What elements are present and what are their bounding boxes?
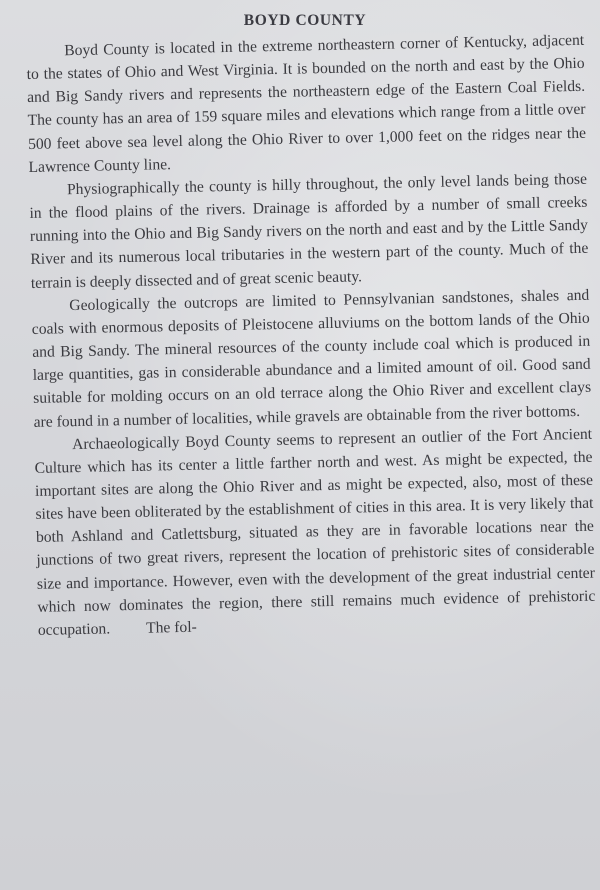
body-text	[26, 29, 596, 642]
continuation-text: The fol-	[145, 618, 197, 637]
paragraph-archaeology	[34, 422, 596, 642]
paragraph-physiography: Physiographically the county is hilly throughout, the only level lands being those in the flood plains of the rivers. Drainage is afforded by a number of small creeks running into the Ohio and Big Sandy rivers on the north and east and by the Little Sandy River and its numerous local tributaries in the western part of the county. Much of the terrain is deeply dissected and of great scenic beauty.	[29, 170, 589, 292]
line-gap	[110, 633, 146, 634]
paragraph-geology: Geologically the outcrops are limited to Pennsylvanian sandstones, shales and coals with enormous deposits of Pleistocene alluviums on the bottom lands of the Ohio and Big Sandy. The mineral resources of the county include coal which is produced in large quantities, gas in considerable abundance and a limited amount of oil. Good sand suitable for molding occurs on an old terrace along the Ohio River and excellent clays are found in a number of localities, while gravels are obtainable from the river bottoms.	[31, 286, 592, 431]
paragraph-location: Boyd County is located in the extreme northeastern corner of Kentucky, adjacent to the states of Ohio and West Virginia. It is bounded on the north and east by the Ohio and Big Sandy rivers and represents the northeastern edge of the Eastern Coal Fields. The county has an area of 159 square miles and elevations which range from a little over 500 feet above sea level along the Ohio River to over 1,000 feet on the ridges near the Lawrence County line.	[26, 31, 587, 176]
paragraph-archaeology-text: Archaeologically Boyd County seems to represent an outlier of the Fort Ancient Culture which has its center a little farther north and west. As might be expected, the important sites are along the Ohio River and as might be expected, also, most of these sites have been obliterated by the establishment of cities in this area. It is very likely that both Ashland and Catlettsburg, situated as they are in favorable locations near the junctions of two great rivers, represent the location of prehistoric sites of considerable size and importance. However, even with the development of the great industrial center which now dominates the region, there still remains much evidence of prehistoric occupation.	[34, 425, 596, 639]
page-title: BOYD COUNTY	[243, 12, 367, 29]
